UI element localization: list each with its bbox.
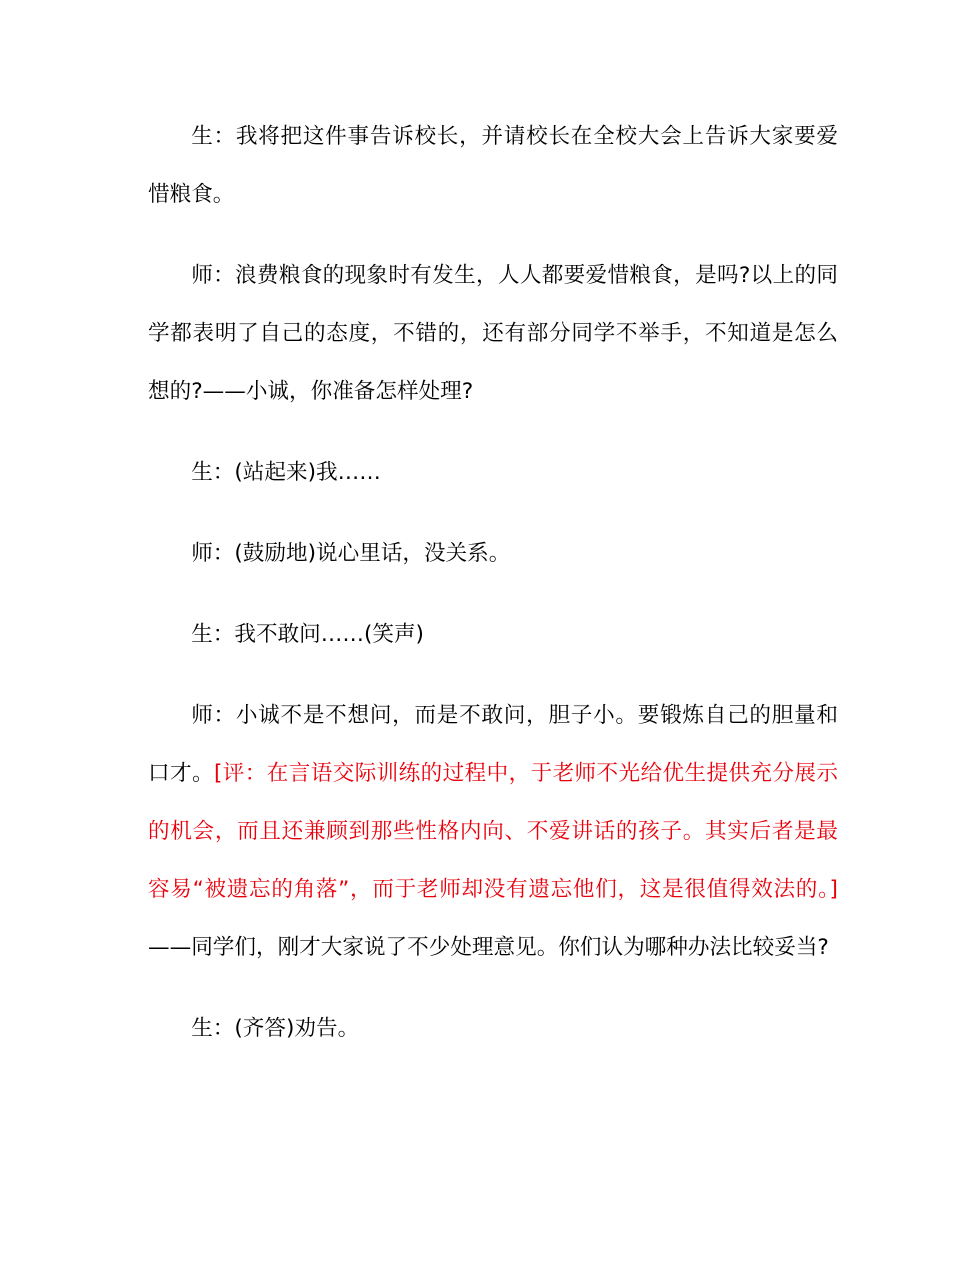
paragraph-text: 生：我将把这件事告诉校长，并请校长在全校大会上告诉大家要爱惜粮食。 — [148, 124, 838, 207]
paragraph-text: 师：小诚不是不想问，而是不敢问，胆子小。要锻炼自己的胆量和口才。 — [148, 703, 838, 786]
paragraph-text: 生：(齐答)劝告。 — [191, 1016, 360, 1041]
paragraph-text: 师：(鼓励地)说心里话，没关系。 — [191, 541, 511, 566]
teacher-commentary: [评：在言语交际训练的过程中，于老师不光给优生提供充分展示的机会，而且还兼顾到那些性格内向、不爱讲话的孩子。其实后者是最容易“被遗忘的角落”，而于老师却没有遗忘他们，这是很值得效法的。] — [148, 761, 838, 902]
paragraph-text: 师：浪费粮食的现象时有发生，人人都要爱惜粮食，是吗?以上的同学都表明了自己的态度，不错的，还有部分同学不举手，不知道是怎么想的?——小诚，你准备怎样处理? — [148, 263, 838, 404]
dialogue-paragraph-2 — [148, 247, 838, 421]
dialogue-paragraph-4 — [148, 525, 838, 583]
dialogue-paragraph-3 — [148, 444, 838, 502]
dialogue-paragraph-7 — [148, 1000, 838, 1058]
dialogue-paragraph-5 — [148, 606, 838, 664]
paragraph-text: ——同学们，刚才大家说了不少处理意见。你们认为哪种办法比较妥当? — [148, 935, 829, 960]
paragraph-text: 生：(站起来)我…… — [191, 460, 381, 485]
dialogue-paragraph-6 — [148, 687, 838, 977]
dialogue-paragraph-1 — [148, 108, 838, 224]
document-page — [148, 108, 838, 1081]
paragraph-text: 生：我不敢问……(笑声) — [191, 622, 424, 647]
